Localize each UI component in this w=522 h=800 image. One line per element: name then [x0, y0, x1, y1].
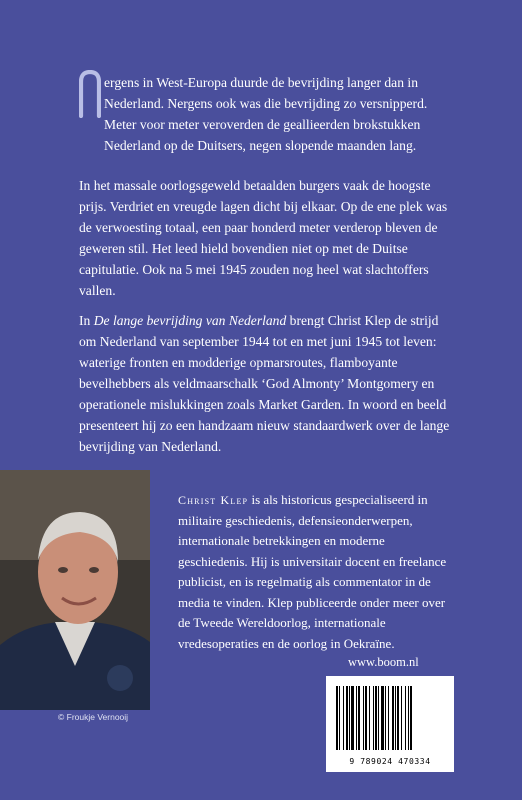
publisher-url[interactable]: www.boom.nl	[348, 655, 419, 669]
paragraph-prefix: In	[79, 313, 94, 328]
barcode-bar	[349, 686, 350, 750]
barcode-bar	[363, 686, 364, 750]
intro-paragraph	[104, 72, 451, 156]
barcode-bar	[381, 686, 384, 750]
barcode-bar	[358, 686, 360, 750]
isbn-barcode	[326, 676, 454, 772]
barcode-bar	[375, 686, 377, 750]
barcode-bar	[385, 686, 386, 750]
barcode-bar	[388, 686, 389, 750]
barcode-bar	[392, 686, 394, 750]
barcode-bars	[336, 686, 444, 750]
author-photo	[0, 470, 150, 710]
barcode-bar	[408, 686, 409, 750]
book-title: De lange bevrijding van Nederland	[93, 313, 287, 328]
barcode-bar	[405, 686, 406, 750]
isbn-number: 9 789024 470334	[349, 757, 431, 766]
photo-credit: © Froukje Vernooij	[58, 712, 129, 722]
paragraph-book	[79, 310, 451, 457]
barcode-bar	[346, 686, 348, 750]
barcode-bar	[410, 686, 412, 750]
bio-text: is als historicus gespecialiseerd in militaire geschiedenis, defensieonderwerpen, internationale betrekkingen en moderne geschiedenis. Hij is universitair docent en freelance publicist, en is regelmatig als commentator in de media te vinden. Klep publiceerde onder meer over de Tweede Wereldoorlog, internationale vredesoperaties en de oorlog in Oekraïne.	[178, 492, 447, 651]
barcode-bar	[336, 686, 338, 750]
intro-text: ergens in West-Europa duurde de bevrijding langer dan in Nederland. Nergens ook was die bevrijding zo versnipperd. Meter voor meter veroverden de geallieerden brokstukken Nederland op de Duitsers, negen slopende maanden lang.	[104, 75, 428, 153]
paragraph-civilians: In het massale oorlogsgeweld betaalden burgers vaak de hoogste prijs. Verdriet en vreugde lagen dicht bij elkaar. Op de ene plek was de verwoesting totaal, een paar honderd meter verderop bleven de geweren stil. Het leed hield bovendien niet op met de Duitse capitulatie. Ook na 5 mei 1945 zouden nog heel wat slachtoffers vallen.	[79, 178, 448, 298]
barcode-bar	[356, 686, 357, 750]
barcode-bar	[351, 686, 354, 750]
dropcap-n	[79, 70, 101, 118]
barcode-bar	[397, 686, 399, 750]
barcode-bar	[339, 686, 340, 750]
barcode-bar	[395, 686, 396, 750]
barcode-bar	[378, 686, 379, 750]
author-name: Christ Klep	[178, 493, 249, 507]
barcode-bar	[343, 686, 344, 750]
barcode-bar	[365, 686, 367, 750]
barcode-bar	[369, 686, 370, 750]
barcode-bar	[373, 686, 374, 750]
author-bio	[178, 490, 453, 654]
paragraph-rest: brengt Christ Klep de strijd om Nederland van september 1944 tot en met juni 1945 tot leven: waterige fronten en modderige opmarsroutes, flamboyante bevelhebbers als veldmaarschalk ‘God Almonty’ Montgomery en operationele mislukkingen zoals Market Garden. In woord en beeld presenteert hij zo een handzaam nieuw standaardwerk over de lange bevrijding van Nederland.	[79, 313, 450, 454]
barcode-bar	[401, 686, 402, 750]
